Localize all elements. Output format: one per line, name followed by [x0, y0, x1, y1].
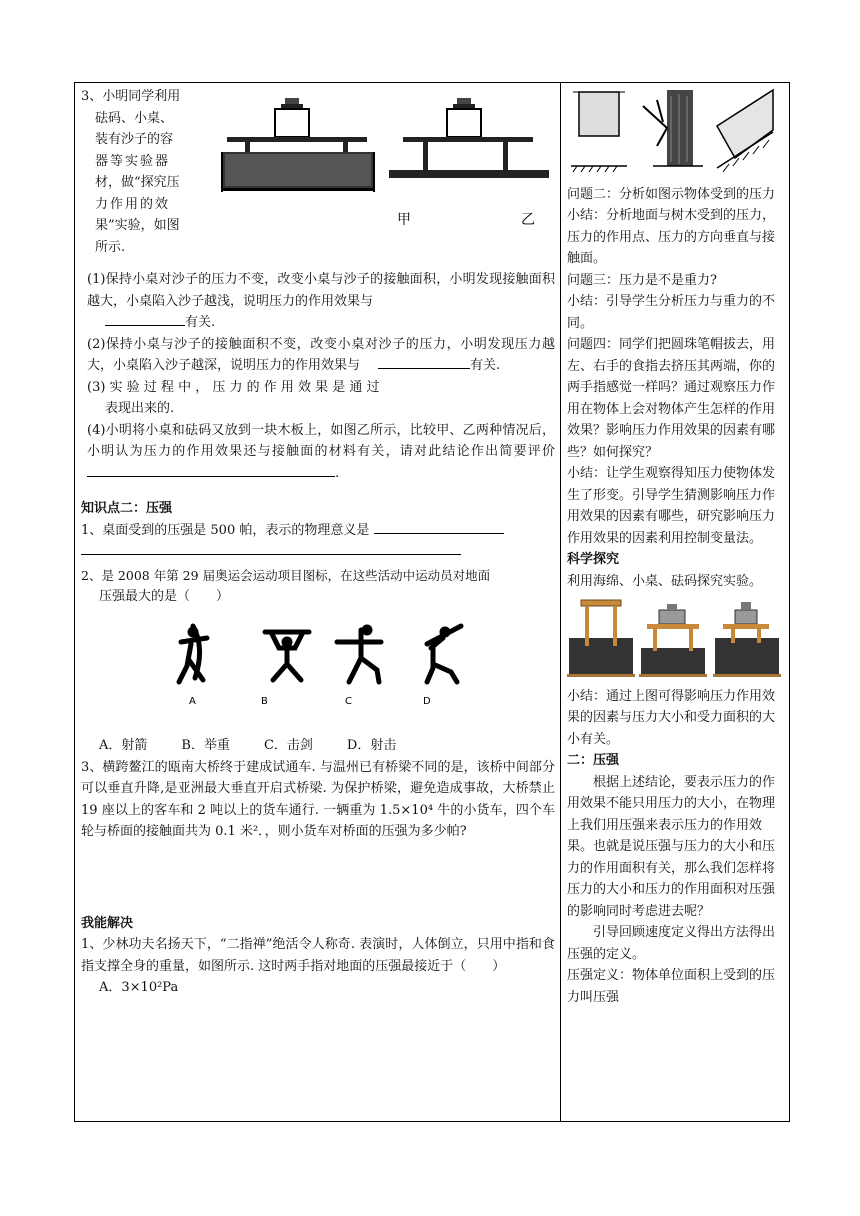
block-on-incline-figure — [571, 92, 627, 172]
q3-line: 力作用的效 — [95, 196, 171, 212]
solve-q1: 1、少林功夫名扬天下，“二指禅”绝活令人称奇. 表演时，人体倒立，只用中指和食指支撑全身的重量，如图所示. 这时两手指对地面的压强最接近于（ ） — [81, 937, 555, 974]
section-heading: 二：压强 — [567, 753, 620, 768]
figure-b-label: 乙 — [521, 212, 535, 228]
icon-label: D — [423, 695, 431, 707]
block-on-wall-figure — [717, 90, 773, 172]
icon-label: C — [345, 695, 352, 707]
q3-part2: (2)保持小桌与沙子的接触面积不变，改变小桌对沙子的压力，小明发现压力越大，小桌陷入沙子越深，说明压力的作用效果与 有关. — [87, 336, 555, 373]
q3-line: 器等实验器 — [95, 153, 171, 169]
q3-intro — [81, 86, 205, 258]
sponge-table-figure-2 — [639, 604, 707, 677]
answer-blank[interactable] — [378, 356, 470, 369]
q3-line: 果”实验，如图 — [95, 218, 180, 233]
k2-q1: 1、桌面受到的压强是 500 帕，表示的物理意义是 — [81, 520, 555, 542]
summary-three: 小结：让学生观察得知压力使物体发生了形变。引导学生猜测影响压力作用效果的因素有哪些，研究影响压力作用效果的因素利用控制变量法。 — [567, 466, 776, 546]
paragraph-two: 引导回顾速度定义得出方法得出压强的定义。 — [567, 925, 776, 962]
shooting-icon — [427, 626, 461, 682]
pressure-figures — [567, 86, 783, 172]
column-divider — [560, 83, 561, 1121]
figure-a — [221, 98, 375, 192]
science-text: 利用海绵、小桌、砝码探究实验。 — [567, 573, 763, 589]
section-heading: 知识点二：压强 — [81, 501, 173, 516]
fencing-icon — [337, 627, 381, 682]
table-sand-figure — [221, 96, 551, 236]
science-heading: 科学探究 — [567, 552, 620, 567]
icon-label: B — [261, 695, 268, 707]
answer-blank[interactable] — [81, 542, 461, 555]
summary-one: 小结：分析地面与树木受到的压力，压力的作用点、压力的方向垂直与接触面。 — [567, 208, 776, 266]
q3-block — [81, 86, 555, 269]
k2-q2-line2: 压强最大的是（ ） — [99, 589, 230, 604]
k2-q2: 2、是 2008 年第 29 届奥运会运动项目图标，在这些活动中运动员对地面 — [81, 567, 491, 583]
k2-q1-line2 — [81, 541, 555, 563]
question-three: 问题三：压力是不是重力? — [567, 272, 717, 288]
q3-part1: (1)保持小桌对沙子的压力不变，改变小桌与沙子的接触面积，小明发现接触面积越大，小桌陷入沙子越浅，说明压力的作用效果与 有关. — [87, 272, 555, 330]
q3-line: 砝码、小桌、 — [95, 110, 174, 126]
k2-q2-options: A．射箭 B．举重 C．击剑 D．射击 — [99, 738, 397, 753]
solve-q1-option-a: A．3×10²Pa — [99, 980, 179, 995]
q3-part4: (4)小明将小桌和砝码又放到一块木板上，如图乙所示，比较甲、乙两种情况后，小明认为压力的作用效果还与接触面的材料有关，请对此结论作出简要评价 . — [87, 422, 555, 481]
sponge-table-figure-1 — [567, 600, 635, 677]
icon-label: A — [189, 695, 196, 707]
weightlifting-icon — [265, 632, 309, 680]
left-column — [81, 86, 555, 999]
pressure-definition: 压强定义：物体单位面积上受到的压力叫压强 — [567, 968, 776, 1005]
q3-line: 所示. — [95, 239, 126, 255]
answer-blank[interactable] — [105, 313, 185, 326]
right-column — [567, 86, 787, 1008]
sponge-experiment-figure — [567, 598, 783, 678]
k2-q3: 3、横跨鳌江的瓯南大桥终于建成试通车. 与温州已有桥梁不同的是，该桥中间部分可以垂直升降,是亚洲最大垂直开启式桥梁. 为保护桥梁，避免造成事故，大桥禁止 19 座以上的客车和 2 吨以上的货车通行. 一辆重为 1.5×10⁴ 牛的小货车，四个车轮与桥面的接触面共为 0.1 米²．，则小货车对桥面的压强为多少帕? — [81, 759, 555, 839]
q3-part3: (3) 实 验 过 程 中 ， 压 力 的 作 用 效 果 是 通 过 表现出来的. — [87, 379, 380, 416]
summary-two: 小结：引导学生分析压力与重力的不同。 — [567, 294, 776, 331]
lesson-table — [74, 82, 790, 1122]
answer-blank[interactable] — [87, 464, 335, 477]
answer-space — [81, 843, 555, 913]
sponge-table-figure-3 — [713, 602, 781, 677]
q3-line: 3、小明同学利用 — [81, 89, 181, 104]
question-two: 问题二：分析如图示物体受到的压力 — [567, 186, 776, 202]
olympic-icons — [81, 608, 555, 728]
tree-figure — [643, 90, 703, 166]
paragraph-one: 根据上述结论，要表示压力的作用效果不能只用压力的大小，在物理上我们用压强来表示压力的作用效果。也就是说压强与压力的大小和压力的作用面积有关，那么我们怎样将压力的大小和压力的作用面积对压强的影响同时考虑进去呢？ — [567, 774, 776, 919]
archery-icon — [179, 626, 207, 682]
q3-line: 装有沙子的容 — [95, 132, 174, 147]
figure-b — [389, 98, 549, 178]
q3-line: 材，做“探究压 — [95, 175, 180, 190]
section-heading: 我能解决 — [81, 915, 134, 931]
summary-four: 小结：通过上图可得影响压力作用效果的因素与压力大小和受力面积的大小有关。 — [567, 688, 776, 747]
question-four: 问题四：同学们把圆珠笔帽拔去，用左、右手的食指去挤压其两端，你的两手指感觉一样吗？通过观察压力作用在物体上会对物体产生怎样的作用效果？影响压力作用效果的因素有哪些？如何探究？ — [567, 337, 776, 460]
answer-blank[interactable] — [374, 521, 504, 534]
figure-a-label: 甲 — [397, 212, 411, 228]
